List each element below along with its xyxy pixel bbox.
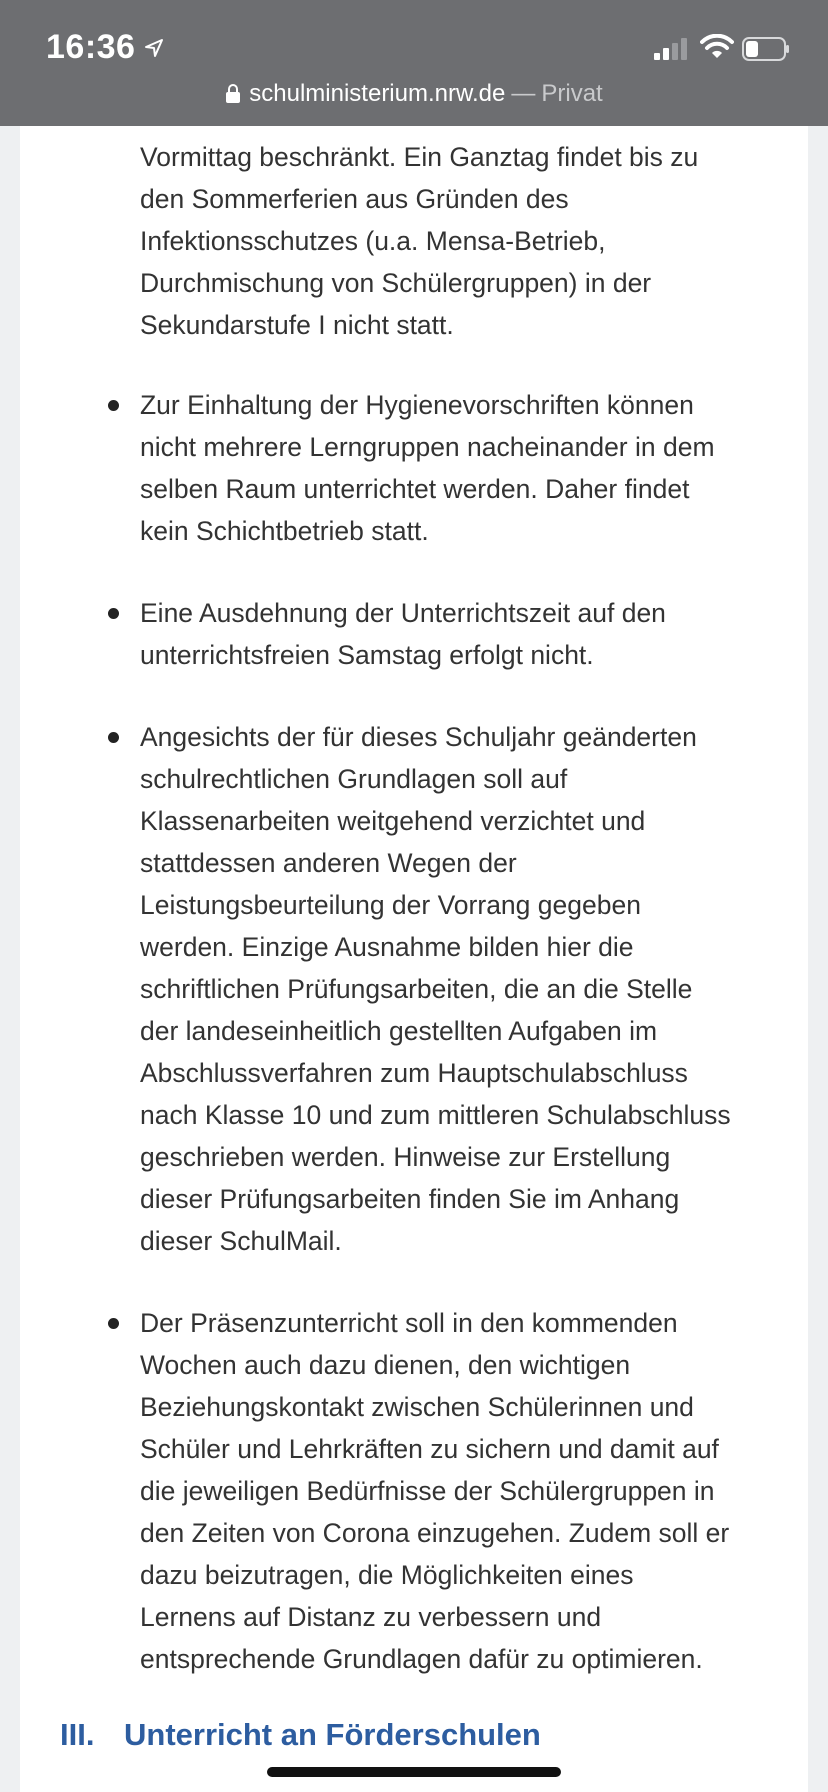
list-item-text [140,592,780,676]
location-arrow-icon [143,37,165,59]
text-line: dazu beizutragen, die Möglichkeiten eines [140,1560,634,1590]
text-line: geschrieben werden. Hinweise zur Erstellung [140,1142,671,1172]
address-bar[interactable] [0,80,828,108]
text-line: der landeseinheitlich gestellten Aufgaben im [140,1016,658,1046]
list-item-text [140,1302,780,1680]
battery-icon [742,37,790,61]
list-item-text [140,716,780,1262]
section-number: III. [60,1717,95,1752]
text-line: schriftlichen Prüfungsarbeiten, die an die Stelle [140,974,693,1004]
text-line: Wochen auch dazu dienen, den wichtigen [140,1350,631,1380]
text-line: schulrechtlichen Grundlagen soll auf [140,764,568,794]
url-separator: — [511,80,536,107]
text-line: Leistungsbeurteilung der Vorrang gegeben [140,890,641,920]
section-heading [60,1717,541,1753]
wifi-icon [700,34,734,60]
text-line: Eine Ausdehnung der Unterrichtszeit auf den [140,598,666,628]
text-line: nach Klasse 10 und zum mittleren Schulabschluss [140,1100,731,1130]
text-line: Schüler und Lehrkräften zu sichern und damit auf [140,1434,719,1464]
list-item-text [140,384,780,552]
text-line: Zur Einhaltung der Hygienevorschriften können [140,390,694,420]
list-item-text [140,136,780,346]
text-line: Sekundarstufe I nicht statt. [140,310,454,340]
bullet-icon [108,608,119,619]
home-indicator[interactable] [267,1767,561,1777]
text-line: stattdessen anderen Wegen der [140,848,517,878]
text-line: dieser SchulMail. [140,1226,342,1256]
text-line: nicht mehrere Lerngruppen nacheinander in dem [140,432,715,462]
text-line: Infektionsschutzes (u.a. Mensa-Betrieb, [140,226,606,256]
text-line: den Sommerferien aus Gründen des [140,184,569,214]
text-line: Klassenarbeiten weitgehend verzichtet und [140,806,646,836]
text-line: Durchmischung von Schülergruppen) in der [140,268,652,298]
text-line: Abschlussverfahren zum Hauptschulabschluss [140,1058,688,1088]
browser-top-bar [0,0,828,126]
text-line: die jeweiligen Bedürfnisse der Schülergruppen in [140,1476,715,1506]
text-line: Der Präsenzunterricht soll in den kommenden [140,1308,678,1338]
text-line: Beziehungskontakt zwischen Schülerinnen und [140,1392,694,1422]
time-label: 16:36 [46,28,136,66]
text-line: entsprechende Grundlagen dafür zu optimieren. [140,1644,703,1674]
text-line: Lernens auf Distanz zu verbessern und [140,1602,602,1632]
bullet-icon [108,1318,119,1329]
cellular-signal-icon [652,37,692,61]
text-line: den Zeiten von Corona einzugehen. Zudem soll er [140,1518,730,1548]
bullet-icon [108,400,119,411]
bullet-icon [108,732,119,743]
text-line: werden. Einzige Ausnahme bilden hier die [140,932,634,962]
private-mode-label: Privat [541,80,603,107]
text-line: Vormittag beschränkt. Ein Ganztag findet bis zu [140,142,699,172]
text-line: Angesichts der für dieses Schuljahr geänderten [140,722,697,752]
text-line: unterrichtsfreien Samstag erfolgt nicht. [140,640,594,670]
url-domain: schulministerium.nrw.de [249,80,506,107]
section-title: Unterricht an Förderschulen [124,1717,541,1752]
text-line: selben Raum unterrichtet werden. Daher findet [140,474,690,504]
lock-icon [225,84,241,104]
status-time [46,28,165,67]
text-line: dieser Prüfungsarbeiten finden Sie im Anhang [140,1184,680,1214]
text-line: kein Schichtbetrieb statt. [140,516,429,546]
